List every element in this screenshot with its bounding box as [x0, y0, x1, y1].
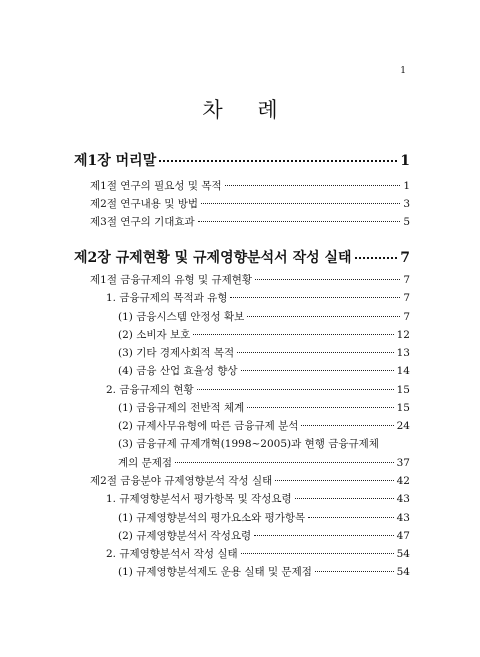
toc-entry-section[interactable] [90, 473, 410, 488]
toc-leader [247, 316, 400, 317]
toc-entry-subsection[interactable] [106, 290, 410, 305]
toc-entry-label: (1) 규제영향분석의 평가요소와 평가항목 [118, 512, 306, 524]
toc-leader [197, 389, 394, 390]
toc-leader [255, 279, 400, 280]
toc-entry-item[interactable] [118, 327, 410, 342]
toc-entry-page: 3 [403, 198, 410, 210]
toc-leader [301, 425, 393, 426]
toc-leader [198, 221, 401, 222]
toc-entry-label: 계의 문제점 [118, 457, 173, 469]
toc-entry-page: 5 [403, 216, 410, 228]
toc-entry-label: 제2장 규제현황 및 규제영향분석서 작성 실태 [74, 250, 352, 266]
toc-entry-page: 13 [396, 347, 410, 359]
toc-entry-subsection[interactable] [106, 491, 410, 506]
toc-entry-label: (3) 기타 경제사회적 목적 [118, 347, 235, 359]
toc-leader [230, 297, 400, 298]
toc-leader [315, 571, 394, 572]
toc-leader [254, 535, 394, 536]
toc-entry-item[interactable] [118, 564, 410, 579]
toc-entry-chapter-2[interactable] [74, 247, 410, 267]
toc-entry-page: 1 [403, 180, 410, 192]
toc-leader [201, 203, 400, 204]
toc-entry-page: 15 [396, 384, 410, 396]
toc-entry-item[interactable] [118, 528, 410, 543]
toc-entry-label: 제1장 머리말 [74, 153, 157, 169]
toc-entry-label: 제2절 연구내용 및 방법 [90, 198, 198, 210]
toc-entry-page: 7 [403, 311, 410, 323]
toc-entry-page: 37 [396, 457, 410, 469]
toc-leader [275, 480, 393, 481]
toc-entry-label: 1. 규제영향분석서 평가항목 및 작성요령 [106, 493, 292, 505]
toc-entry-subsection[interactable] [106, 382, 410, 397]
toc-entry-label: 제1절 금융규제의 유형 및 규제현황 [90, 274, 253, 286]
toc-entry-label: (4) 금융 산업 효율성 향상 [118, 365, 238, 377]
toc-leader [247, 407, 393, 408]
toc-entry-item-continuation[interactable] [118, 455, 410, 470]
toc-entry-item[interactable] [118, 418, 410, 433]
toc-entry-chapter-1[interactable] [74, 150, 410, 170]
toc-entry-page: 7 [403, 274, 410, 286]
toc-entry-page: 7 [403, 292, 410, 304]
toc-entry-label: (2) 규제사무유형에 따른 금융규제 분석 [118, 420, 299, 432]
toc-entry-section[interactable] [90, 196, 410, 211]
toc-leader [241, 553, 394, 554]
page-number: 1 [400, 66, 406, 76]
toc-entry-page: 14 [396, 365, 410, 377]
toc-entry-label: (1) 금융규제의 전반적 체계 [118, 402, 245, 414]
toc-entry-label: 제3절 연구의 기대효과 [90, 216, 195, 228]
toc-entry-item-wrapped[interactable]: (3) 금융규제 규제개혁(1998~2005)과 현행 금융규제체 [118, 438, 379, 450]
toc-entry-page: 54 [396, 566, 410, 578]
toc-entry-section[interactable] [90, 178, 410, 193]
toc-entry-subsection[interactable] [106, 546, 410, 561]
toc-entry-label: (2) 규제영향분석서 작성요령 [118, 530, 252, 542]
toc-entry-item[interactable] [118, 345, 410, 360]
toc-entry-item[interactable] [118, 510, 410, 525]
toc-leader [225, 185, 401, 186]
toc-entry-section[interactable] [90, 272, 410, 287]
toc-leader [308, 517, 393, 518]
toc-entry-item[interactable] [118, 309, 410, 324]
toc-entry-label: (1) 금융시스템 안정성 확보 [118, 311, 245, 323]
toc-entry-page: 42 [396, 475, 410, 487]
page-title: 차 례 [202, 98, 292, 122]
toc-entry-label: (1) 규제영향분석제도 운용 실태 및 문제점 [118, 566, 312, 578]
toc-entry-page: 15 [396, 402, 410, 414]
toc-entry-section[interactable] [90, 214, 410, 229]
toc-entry-label: 제1절 연구의 필요성 및 목적 [90, 180, 222, 192]
toc-entry-page: 1 [400, 153, 410, 169]
toc-entry-page: 12 [396, 329, 410, 341]
toc-entry-label: 2. 규제영향분석서 작성 실태 [106, 548, 238, 560]
toc-entry-item[interactable] [118, 363, 410, 378]
toc-leader [237, 352, 393, 353]
toc-leader [175, 462, 394, 463]
toc-entry-page: 54 [396, 548, 410, 560]
toc-leader [241, 370, 394, 371]
toc-entry-label: 제2절 금융분야 규제영향분석 작성 실태 [90, 475, 273, 487]
toc-entry-page: 24 [396, 420, 410, 432]
toc-leader [355, 257, 398, 259]
toc-entry-page: 7 [400, 250, 410, 266]
toc-leader [193, 334, 393, 335]
toc-entry-label: 2. 금융규제의 현황 [106, 384, 194, 396]
toc-entry-page: 43 [396, 512, 410, 524]
toc-entry-label: (2) 소비자 보호 [118, 329, 191, 341]
toc-entry-page: 47 [396, 530, 410, 542]
toc-entry-item[interactable] [118, 400, 410, 415]
toc-leader [159, 160, 397, 162]
toc-entry-label: 1. 금융규제의 목적과 유형 [106, 292, 228, 304]
toc-leader [295, 498, 394, 499]
toc-entry-page: 43 [396, 493, 410, 505]
